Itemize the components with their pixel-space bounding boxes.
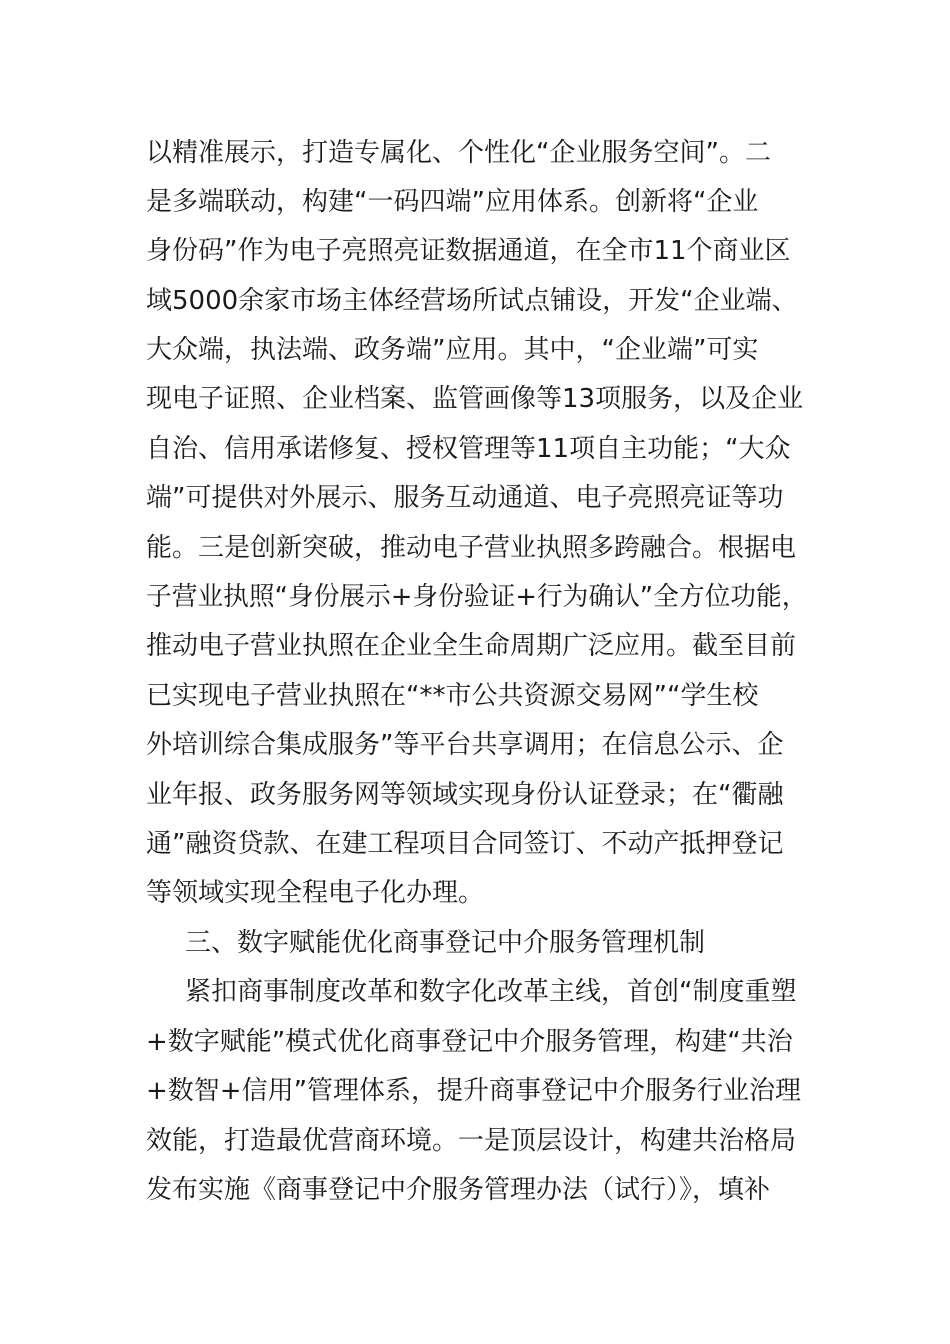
paragraph-line: 自治、信用承诺修复、授权管理等11项自主功能；“大众	[146, 434, 791, 464]
paragraph-line: 端”可提供对外展示、服务互动通道、电子亮照亮证等功	[146, 483, 784, 513]
paragraph-line: 效能，打造最优营商环境。一是顶层设计，构建共治格局	[146, 1126, 797, 1156]
paragraph-line: 等领域实现全程电子化办理。	[146, 878, 485, 908]
paragraph-line: 能。三是创新突破，推动电子营业执照多跨融合。根据电	[146, 533, 797, 563]
paragraph-line: 发布实施《商事登记中介服务管理办法（试行）》，填补	[146, 1175, 771, 1205]
paragraph-line: 外培训综合集成服务”等平台共享调用；在信息公示、企	[146, 730, 784, 760]
paragraph-line: +数字赋能”模式优化商事登记中介服务管理，构建“共治	[146, 1027, 793, 1057]
paragraph-line: 现电子证照、企业档案、监管画像等13项服务，以及企业	[146, 384, 804, 414]
paragraph-line: 是多端联动，构建“一码四端”应用体系。创新将“企业	[146, 187, 759, 217]
paragraph-line: 域5000余家市场主体经营场所试点铺设，开发“企业端、	[146, 286, 798, 316]
section-heading: 三、数字赋能优化商事登记中介服务管理机制	[185, 928, 706, 958]
paragraph-line: 已实现电子营业执照在“**市公共资源交易网”“学生校	[146, 681, 759, 711]
paragraph-line: 身份码”作为电子亮照亮证数据通道，在全市11个商业区	[146, 236, 791, 266]
paragraph-line: 业年报、政务服务网等领域实现身份认证登录；在“衢融	[146, 780, 784, 810]
paragraph-line: 以精准展示，打造专属化、个性化“企业服务空间”。二	[146, 138, 771, 168]
paragraph-line: 通”融资贷款、在建工程项目合同签订、不动产抵押登记	[146, 829, 784, 859]
paragraph-line: 大众端，执法端、政务端”应用。其中，“企业端”可实	[146, 335, 759, 365]
paragraph-line: +数智+信用”管理体系，提升商事登记中介服务行业治理	[146, 1076, 802, 1106]
paragraph-line: 子营业执照“身份展示+身份验证+行为确认”全方位功能，	[146, 582, 808, 612]
paragraph-line: 推动电子营业执照在企业全生命周期广泛应用。截至目前	[146, 631, 797, 661]
paragraph-line: 紧扣商事制度改革和数字化改革主线，首创“制度重塑	[185, 977, 797, 1007]
